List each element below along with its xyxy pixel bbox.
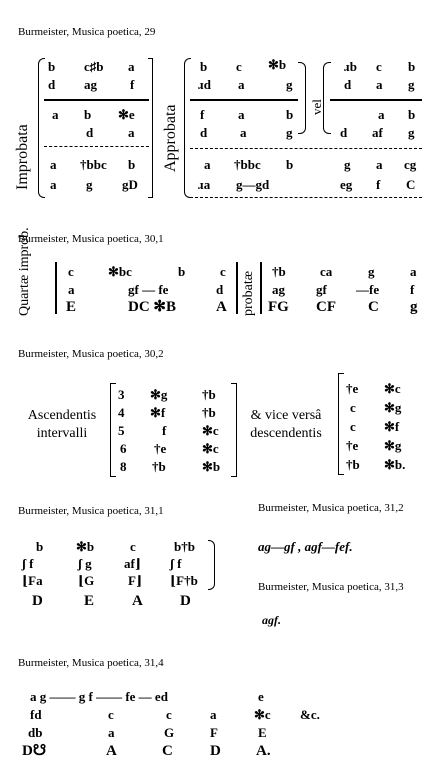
note: b†b	[174, 539, 195, 554]
note: c♯b	[84, 59, 104, 74]
note: ✻c	[202, 423, 219, 438]
note: af⌋	[124, 556, 141, 571]
note: af	[372, 125, 383, 140]
left-brace	[38, 58, 45, 198]
note: †e	[346, 381, 359, 396]
note: †b	[346, 457, 360, 472]
note: ✻b	[76, 539, 95, 554]
example-31-2-text: ag—gf , agf—fef.	[258, 539, 353, 554]
divider	[55, 262, 57, 314]
note: †e	[154, 441, 167, 456]
vel-brace-left	[323, 62, 331, 134]
note: d	[344, 77, 352, 92]
note: ʃ f	[170, 556, 182, 571]
note: d	[200, 125, 208, 140]
note: gf — fe	[128, 282, 169, 297]
mid-brace	[184, 58, 191, 198]
caption-ex30-1: Burmeister, Musica poetica, 30,1	[18, 233, 164, 245]
label-approbata: Approbata	[162, 104, 179, 172]
note: b	[408, 59, 416, 74]
note: g	[344, 157, 351, 172]
note: c	[350, 400, 356, 415]
note: D	[210, 743, 221, 759]
note: c	[130, 539, 136, 554]
note: †e	[346, 438, 359, 453]
note: A	[132, 593, 143, 609]
label-ascendentis: Ascendentis	[27, 408, 97, 423]
note: f	[376, 177, 381, 192]
staff-line	[44, 99, 149, 101]
staff-line-dashed	[190, 197, 422, 198]
note: ✻c	[202, 441, 219, 456]
note: a	[50, 177, 57, 192]
note: b	[36, 539, 44, 554]
note: A	[106, 743, 117, 759]
note: a	[128, 59, 135, 74]
note: c	[166, 707, 172, 722]
note: c	[376, 59, 382, 74]
right-brace	[208, 540, 215, 590]
note: db	[28, 725, 43, 740]
note: a	[410, 264, 417, 279]
note: ✻bc	[108, 264, 132, 279]
note: A.	[256, 743, 271, 759]
note: c	[350, 419, 356, 434]
note: g	[286, 125, 293, 140]
note: a	[210, 707, 217, 722]
note: ag	[84, 77, 97, 92]
note: gD	[122, 177, 138, 192]
label-quartae-improb: Quartæ improb.	[17, 227, 32, 316]
note: c	[108, 707, 114, 722]
note: eg	[340, 177, 353, 192]
note: g	[286, 77, 293, 92]
note: a	[240, 125, 247, 140]
note: a	[68, 282, 75, 297]
note: ca	[320, 264, 333, 279]
note: DC ✻B	[128, 299, 176, 315]
note: †b	[202, 387, 216, 402]
note: a	[204, 157, 211, 172]
staff-line-dashed	[44, 146, 149, 147]
note: †b	[152, 459, 166, 474]
note: ⌊G	[78, 573, 95, 588]
note: ag	[272, 282, 285, 297]
note: C	[162, 743, 173, 759]
note: —fe	[356, 282, 380, 297]
note: f	[130, 77, 135, 92]
note: ✻f	[384, 419, 400, 434]
caption-ex30-2: Burmeister, Musica poetica, 30,2	[18, 348, 164, 360]
note: C	[406, 177, 416, 192]
label-improbata: Improbata	[14, 124, 31, 190]
label-vice-versa: & vice versâ	[250, 408, 322, 423]
staff-line	[330, 99, 422, 101]
caption-ex31-2: Burmeister, Musica poetica, 31,2	[258, 502, 404, 514]
caption-ex31-1: Burmeister, Musica poetica, 31,1	[18, 505, 164, 517]
note: A	[216, 299, 227, 315]
interval-number: 4	[118, 405, 125, 420]
note: a	[108, 725, 115, 740]
caption-ex31-3: Burmeister, Musica poetica, 31,3	[258, 581, 404, 593]
interval-number: 6	[120, 441, 127, 456]
label-probatae: probatæ	[241, 270, 256, 316]
right-bracket-open	[338, 373, 344, 475]
caption-ex31-4: Burmeister, Musica poetica, 31,4	[18, 657, 164, 669]
note: ɹb	[344, 59, 357, 74]
note: d	[216, 282, 224, 297]
note: d	[340, 125, 348, 140]
note: a	[378, 107, 385, 122]
staff-line	[190, 99, 298, 101]
left-bracket	[110, 383, 116, 477]
note: b	[286, 157, 294, 172]
note: g	[410, 299, 418, 315]
note: b	[128, 157, 136, 172]
note: FG	[268, 299, 289, 315]
interval-number: 5	[118, 423, 125, 438]
note: D	[32, 593, 43, 609]
note: ✻g	[384, 400, 402, 415]
note: gf	[316, 282, 327, 297]
note: f	[200, 107, 205, 122]
note: E	[66, 299, 77, 315]
note: D	[180, 593, 191, 609]
note: d	[48, 77, 56, 92]
note: †b	[202, 405, 216, 420]
note: ✻g	[150, 387, 168, 402]
note: &c.	[300, 707, 320, 722]
note: d	[86, 125, 94, 140]
note: ⌊F†b	[170, 573, 198, 588]
note: ✻b.	[384, 457, 406, 472]
note: c	[220, 264, 226, 279]
note: ʃ g	[78, 556, 92, 571]
note: E	[84, 593, 95, 609]
interval-number: 3	[118, 387, 125, 402]
note: b	[178, 264, 186, 279]
note: ✻c	[254, 707, 271, 722]
label-intervalli: intervalli	[36, 426, 88, 441]
staff-line-dashed	[190, 148, 422, 149]
note: C	[368, 299, 379, 315]
note: ɹa	[198, 177, 211, 192]
note: ⌊Fa	[22, 573, 43, 588]
note: ✻c	[384, 381, 401, 396]
note: †bbc	[80, 157, 107, 172]
note: fd	[30, 707, 42, 722]
note: E	[258, 725, 267, 740]
label-vel: vel	[309, 99, 324, 115]
note: a	[376, 77, 383, 92]
note: CF	[316, 299, 336, 315]
note: ✻f	[150, 405, 166, 420]
note: a	[128, 125, 135, 140]
note: f	[410, 282, 415, 297]
note: a	[376, 157, 383, 172]
left-bar	[148, 58, 153, 198]
note: ɹd	[198, 77, 211, 92]
note: e	[258, 689, 264, 704]
note: F⌋	[128, 573, 143, 588]
note: b	[408, 107, 416, 122]
note: ʃ f	[22, 556, 34, 571]
divider	[260, 262, 262, 314]
caption-ex29: Burmeister, Musica poetica, 29	[18, 26, 156, 38]
vel-brace-right	[298, 62, 306, 134]
note: c	[236, 59, 242, 74]
divider	[236, 262, 238, 314]
note: ✻b	[202, 459, 221, 474]
note: a	[52, 107, 59, 122]
label-descendentis: descendentis	[250, 426, 322, 441]
note: g	[86, 177, 93, 192]
note: g	[368, 264, 375, 279]
interval-number: 8	[120, 459, 127, 474]
note: D☋	[22, 743, 47, 759]
note: ✻b	[268, 57, 287, 72]
note: a	[238, 77, 245, 92]
note: ✻e	[118, 107, 135, 122]
note: f	[162, 423, 167, 438]
note: b	[200, 59, 208, 74]
note: g—gd	[236, 177, 270, 192]
note: b	[286, 107, 294, 122]
note: a	[50, 157, 57, 172]
note: a	[238, 107, 245, 122]
note: c	[68, 264, 74, 279]
note: b	[84, 107, 92, 122]
note: G	[164, 725, 175, 740]
note: †bbc	[234, 157, 261, 172]
example-31-3-text: agf.	[262, 613, 281, 627]
note: g	[408, 77, 415, 92]
note: ✻g	[384, 438, 402, 453]
right-bracket	[231, 383, 237, 477]
note: †b	[272, 264, 286, 279]
note: F	[210, 725, 218, 740]
note: cg	[404, 157, 417, 172]
note: g	[408, 125, 415, 140]
note: b	[48, 59, 56, 74]
note-line: a g —— g f —— fe — ed	[30, 689, 168, 704]
